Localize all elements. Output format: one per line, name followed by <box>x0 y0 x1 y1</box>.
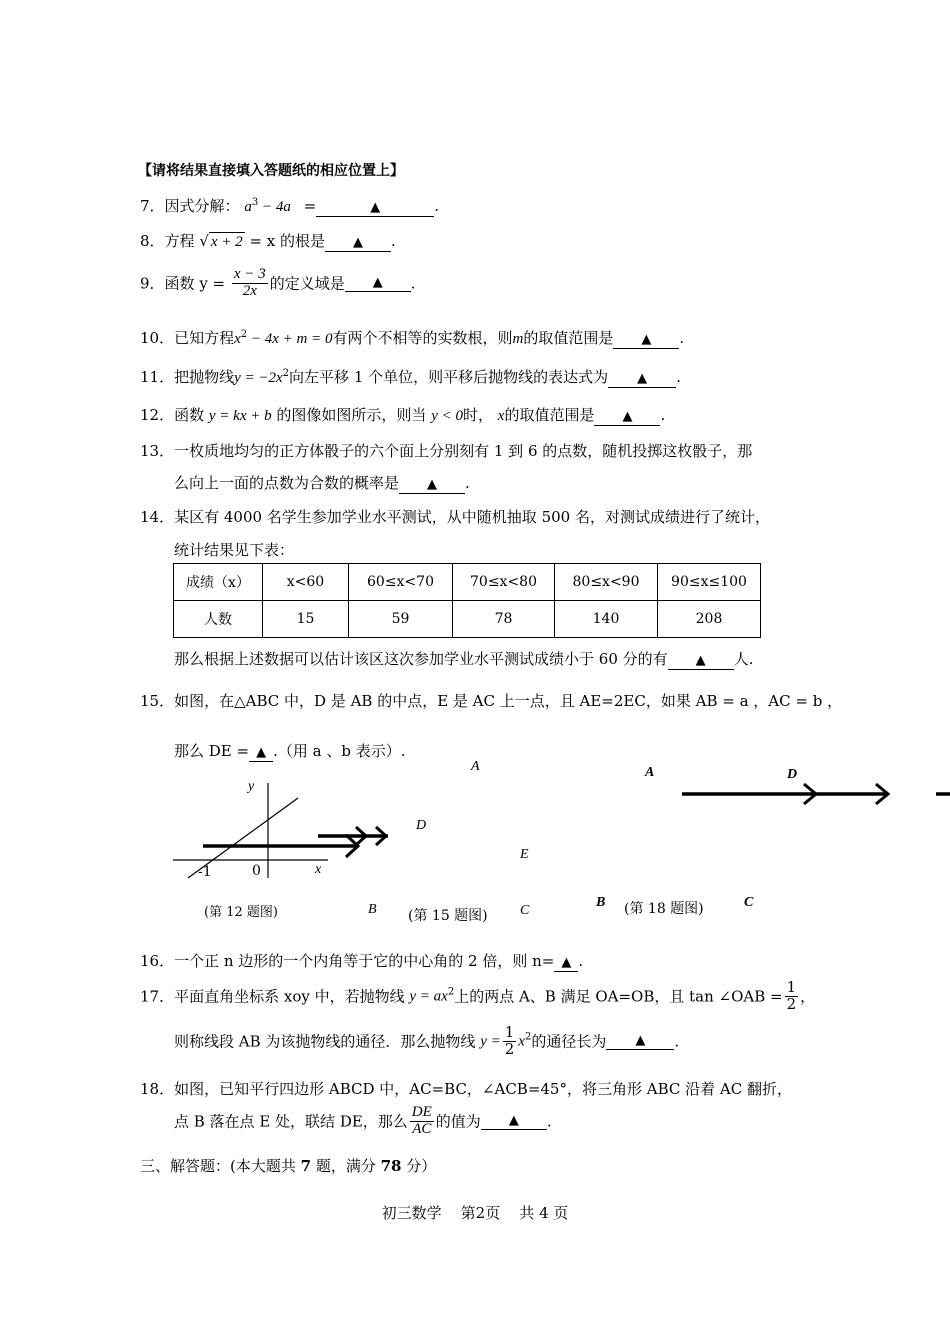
q9-end: . <box>410 274 416 293</box>
q17-number: 17． <box>140 987 175 1006</box>
fig15-label-e: E <box>520 847 529 862</box>
q12-end: . <box>660 406 666 424</box>
table-cell: 208 <box>658 601 761 638</box>
q17-line2b: 的通径长为 <box>531 1032 607 1051</box>
q7-end: . <box>434 197 439 215</box>
q10-answer-blank[interactable]: ▲ <box>613 332 679 349</box>
q16-answer-blank[interactable]: ▲ <box>554 955 578 972</box>
q17-frac2-den: 2 <box>504 1039 515 1058</box>
fig18-label-d: D <box>787 767 798 782</box>
instruction-header: 【请将结果直接填入答题纸的相应位置上】 <box>138 163 404 179</box>
q9-fraction <box>232 267 268 300</box>
q13-end: . <box>465 474 470 492</box>
q7-equals: = <box>303 197 317 215</box>
question-15-line2 <box>174 742 405 762</box>
table-header-cell: x<60 <box>263 564 349 601</box>
q15-line2a: 那么 DE = <box>174 742 250 760</box>
q14-answer-blank[interactable]: ▲ <box>668 653 734 670</box>
section3-text3: 分） <box>401 1157 437 1175</box>
q12-text2: 的图像如图所示，则当 <box>276 406 427 424</box>
q7-expr-a: a <box>244 199 252 215</box>
q18-frac-num: DE <box>411 1104 432 1120</box>
table-cell: 140 <box>555 601 658 638</box>
q17-eq1: y = ax <box>409 988 448 1005</box>
q11-answer-blank[interactable]: ▲ <box>608 371 676 388</box>
q17-exp: 2 <box>447 986 455 998</box>
table-header-cell: 成绩（x） <box>174 564 263 601</box>
q15-answer-blank[interactable]: ▲ <box>249 745 273 762</box>
q17-frac-num: 1 <box>786 978 797 996</box>
q18-frac-den: AC <box>412 1120 432 1137</box>
q14-line2: 统计结果见下表： <box>174 541 295 559</box>
q15-line2b: .（用 a 、b 表示）. <box>273 742 406 760</box>
sqrt-sign: √ <box>199 232 209 250</box>
q11-text2: 向左平移 1 个单位，则平移后抛物线的表达式为 <box>289 368 609 386</box>
q12-answer-blank[interactable]: ▲ <box>594 409 660 426</box>
q9-text2: 的定义域是 <box>269 274 345 293</box>
table-header-cell: 70≤x<80 <box>453 564 555 601</box>
q18-number: 18． <box>140 1080 175 1098</box>
q9-number: 9． <box>140 274 165 293</box>
q12-text4: 的取值范围是 <box>504 406 595 424</box>
question-15-line1 <box>140 692 842 710</box>
q9-numerator: x − 3 <box>233 266 266 282</box>
q14-line3: 那么根据上述数据可以估计该区这次参加学业水平测试成绩小于 60 分的有 <box>174 650 668 668</box>
q9-denominator: 2x <box>242 282 257 299</box>
question-13-line2 <box>174 474 470 494</box>
table-header-cell: 90≤x≤100 <box>658 564 761 601</box>
q18-answer-blank[interactable]: ▲ <box>481 1113 547 1130</box>
q7-expr-exp: 3 <box>251 197 259 208</box>
q8-answer-blank[interactable]: ▲ <box>325 235 391 252</box>
fig18-label-c: C <box>744 895 754 910</box>
q10-text1: 已知方程 <box>174 329 235 347</box>
q11-end: . <box>676 368 681 386</box>
fig15-label-c: C <box>520 903 530 918</box>
q7-answer-blank[interactable]: ▲ <box>316 200 434 217</box>
section3-text1: 三、解答题：(本大题共 <box>140 1157 301 1175</box>
question-7 <box>140 197 439 217</box>
q18-line1: 如图，已知平行四边形 ABCD 中，AC=BC，∠ACB=45°，将三角形 ABC 沿着 AC 翻折， <box>174 1080 792 1098</box>
figure-18-arrows <box>680 780 950 810</box>
question-8 <box>140 232 396 252</box>
table-header-cell: 60≤x<70 <box>349 564 453 601</box>
q10-m: m <box>512 331 524 347</box>
fig12-y-label: y <box>248 779 255 794</box>
q18-end: . <box>546 1112 552 1131</box>
q12-text1: 函数 <box>174 406 205 424</box>
table-cell: 78 <box>453 601 555 638</box>
fig12-origin: 0 <box>252 863 261 879</box>
table-row <box>174 564 761 601</box>
question-14-line3 <box>174 650 753 670</box>
q17-eq2b: x <box>518 1033 525 1050</box>
q18-fraction <box>410 1105 434 1138</box>
q13-line1: 一枚质地均匀的正方体骰子的六个面上分别刻有 1 到 6 的点数，随机投掷这枚骰子，那 <box>174 442 753 460</box>
q8-text2: = x 的根是 <box>249 232 326 250</box>
q13-line2: 么向上一面的点数为合数的概率是 <box>174 474 400 492</box>
q11-text1: 把抛物线 <box>174 368 235 386</box>
table-cell: 59 <box>349 601 453 638</box>
q7-expr-rest: − 4a <box>258 199 291 215</box>
q10-text3: 的取值范围是 <box>523 329 614 347</box>
q17-eq2a: y = <box>480 1033 501 1050</box>
q17-fraction <box>785 980 799 1013</box>
question-14-line1 <box>140 508 770 526</box>
q14-number: 14． <box>140 508 175 526</box>
q11-eq1: y = −2x <box>234 370 283 386</box>
fig15-label-b: B <box>368 902 377 917</box>
fig18-label-b: B <box>596 895 606 910</box>
fig15-caption: (第 15 题图) <box>408 908 488 924</box>
q10-eq2: − 4x + m = 0 <box>247 331 333 347</box>
q10-text2: 有两个不相等的实数根，则 <box>332 329 513 347</box>
section-3-heading <box>140 1157 436 1175</box>
q14-line1: 某区有 4000 名学生参加学业水平测试，从中随机抽取 500 名，对测试成绩进行了统计， <box>174 508 770 526</box>
fig12-neg-one: -1 <box>198 864 212 880</box>
question-13-line1 <box>140 442 752 460</box>
table-cell: 15 <box>263 601 349 638</box>
q17-answer-blank[interactable]: ▲ <box>606 1033 674 1050</box>
question-12 <box>140 406 665 426</box>
section3-count: 7 <box>300 1157 312 1175</box>
q15-line1: 如图，在△ABC 中，D 是 AB 的中点，E 是 AC 上一点，且 AE=2EC，如果 AB = a ，AC = b ， <box>174 692 843 710</box>
table-row <box>174 601 761 638</box>
q8-end: . <box>391 232 396 250</box>
table-header-cell: 80≤x<90 <box>555 564 658 601</box>
q12-text3: 时， <box>462 406 493 424</box>
q12-x: x <box>497 408 505 424</box>
fig18-caption: (第 18 题图) <box>624 901 704 917</box>
q10-end: . <box>679 329 685 347</box>
question-18-line2 <box>174 1105 552 1138</box>
question-11 <box>140 368 681 388</box>
question-16 <box>140 952 583 972</box>
q16-end: . <box>578 952 584 970</box>
section3-text2: 题，满分 <box>311 1157 381 1175</box>
q16-text: 一个正 n 边形的一个内角等于它的中心角的 2 倍，则 n= <box>174 952 555 970</box>
q9-answer-blank[interactable]: ▲ <box>345 275 411 292</box>
q11-number: 11． <box>140 368 175 386</box>
q10-number: 10． <box>140 329 175 347</box>
question-17-line1 <box>140 980 815 1013</box>
q17-frac-den: 2 <box>786 994 797 1013</box>
q9-text1: 函数 y = <box>164 274 226 293</box>
q17-line2a: 则称线段 AB 为该抛物线的通径．那么抛物线 <box>174 1032 476 1051</box>
q10-exp: 2 <box>240 329 248 340</box>
q17-exp2: 2 <box>524 1031 532 1043</box>
fig18-label-a: A <box>645 765 655 780</box>
q7-number: 7． <box>140 197 165 215</box>
table-row-label: 人数 <box>174 601 263 638</box>
q10-eq1: x <box>234 331 241 347</box>
q8-text1: 方程 <box>164 232 195 250</box>
q17-fraction-2 <box>503 1025 517 1058</box>
q13-number: 13． <box>140 442 175 460</box>
q17-comma: ， <box>800 987 816 1006</box>
question-9 <box>140 267 416 300</box>
q15-number: 15． <box>140 692 175 710</box>
fig12-caption: (第 12 题图) <box>204 905 278 920</box>
fig12-x-label: x <box>315 862 322 877</box>
q8-number: 8． <box>140 232 165 250</box>
q12-cond: y < 0 <box>431 408 463 424</box>
q17-line1a: 平面直角坐标系 xoy 中，若抛物线 <box>174 987 405 1006</box>
score-table <box>173 563 761 638</box>
question-10 <box>140 329 684 349</box>
question-14-line2 <box>174 541 294 559</box>
q17-line1b: 上的两点 A、B 满足 OA=OB，且 tan ∠OAB = <box>454 987 783 1006</box>
q8-radicand: x + 2 <box>210 234 243 250</box>
page-footer: 初三数学 第2页 共 4 页 <box>381 1204 569 1222</box>
q7-text: 因式分解： <box>164 197 240 215</box>
q13-answer-blank[interactable]: ▲ <box>399 477 465 494</box>
question-18-line1 <box>140 1080 792 1098</box>
q11-exp: 2 <box>282 368 290 379</box>
q17-end: . <box>674 1032 680 1051</box>
q17-frac2-num: 1 <box>504 1023 515 1041</box>
q12-eq: y = kx + b <box>208 408 272 424</box>
section3-score: 78 <box>380 1157 402 1175</box>
fig15-label-d: D <box>416 818 427 833</box>
fig15-label-a: A <box>471 759 480 774</box>
q14-line3-end: 人. <box>733 650 754 668</box>
q12-number: 12． <box>140 406 175 424</box>
q18-line2a: 点 B 落在点 E 处，联结 DE，那么 <box>174 1112 408 1131</box>
question-17-line2 <box>174 1025 679 1058</box>
q16-number: 16． <box>140 952 175 970</box>
q18-line2b: 的值为 <box>435 1112 481 1131</box>
